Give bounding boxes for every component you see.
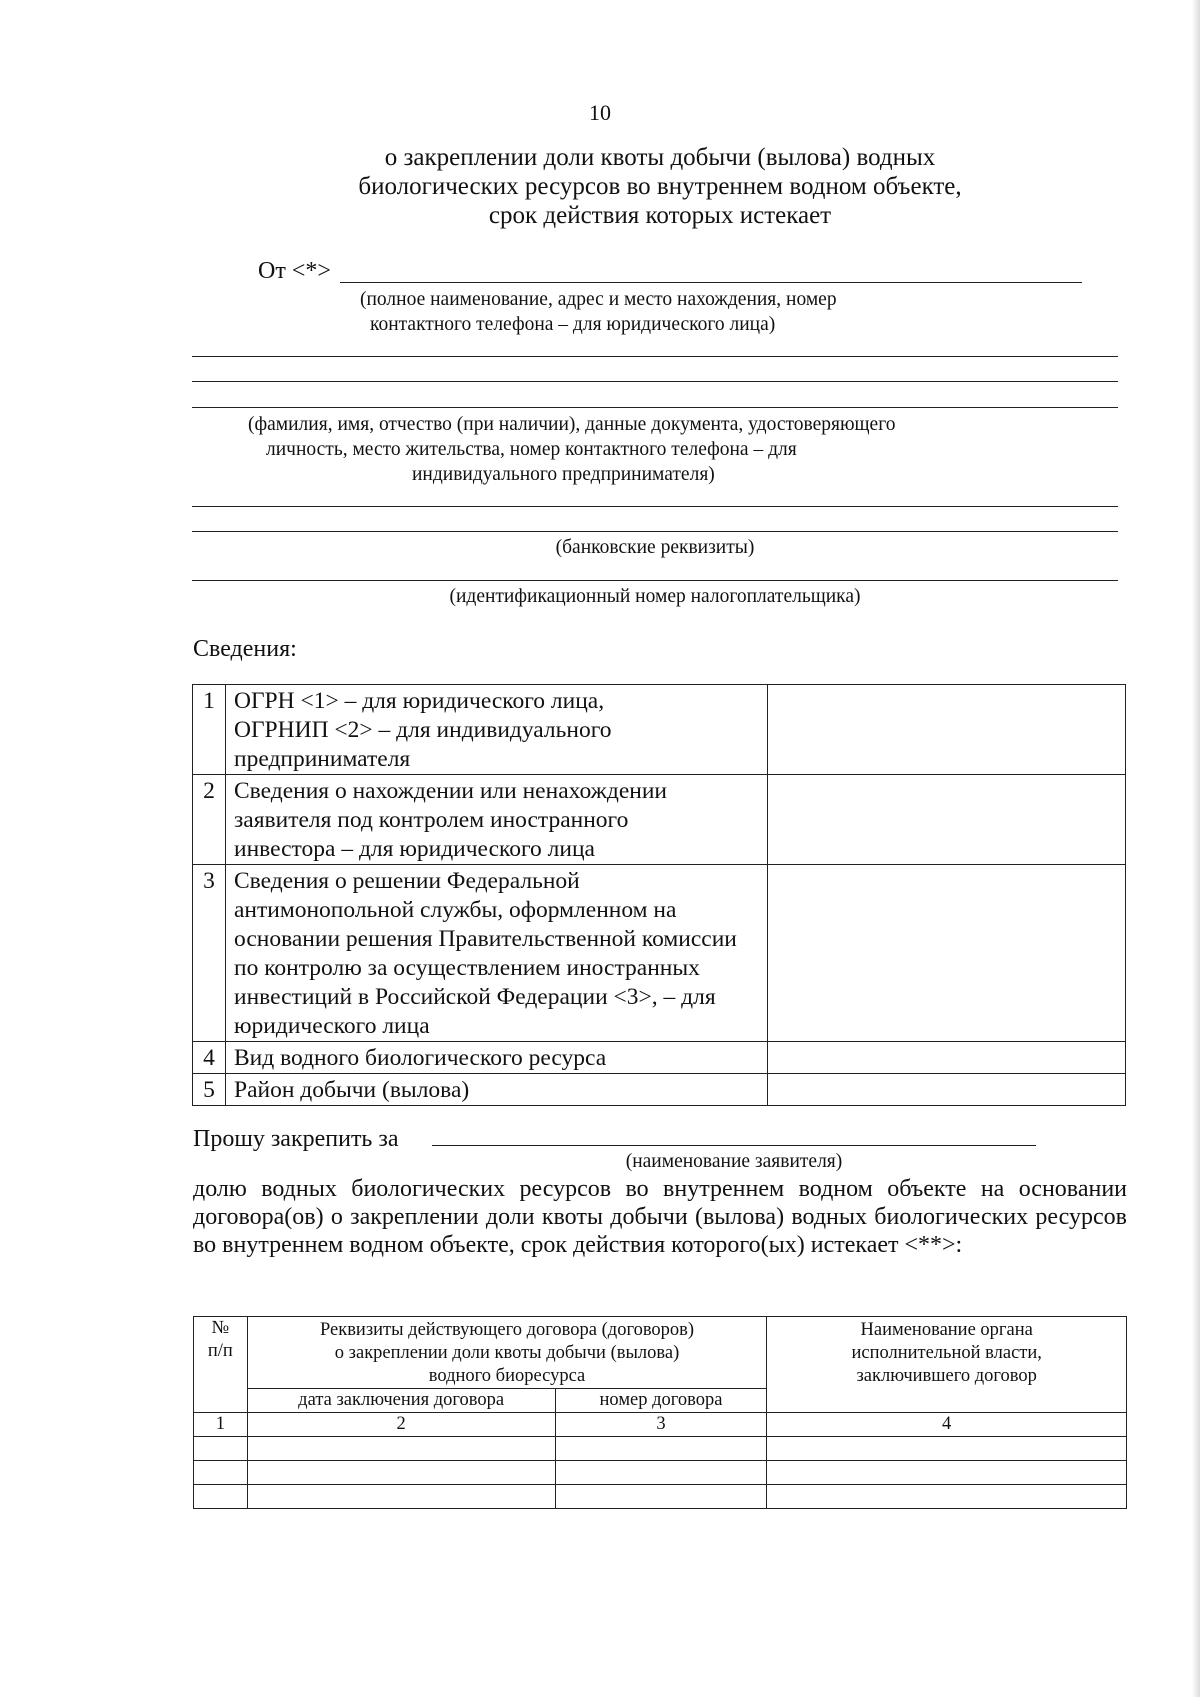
blank-cell[interactable]: [555, 1485, 767, 1509]
blank-cell[interactable]: [247, 1485, 555, 1509]
blank-cell[interactable]: [767, 1437, 1127, 1461]
caption-individual-line1: (фамилия, имя, отчество (при наличии), данные документа, удостоверяющего: [248, 414, 896, 435]
header-line: водного биоресурса: [428, 1366, 586, 1386]
table-row: [194, 1485, 1127, 1509]
blank-cell[interactable]: [194, 1485, 248, 1509]
info-row: [193, 865, 1126, 1042]
info-table: [192, 684, 1126, 1106]
header-line: Наименование органа: [860, 1320, 1033, 1340]
index-cell: 3: [555, 1413, 767, 1437]
info-row-number: 4: [193, 1042, 226, 1074]
info-row-description: [226, 865, 768, 1042]
description-line: ОГРНИП <2> – для индивидуального: [234, 717, 612, 743]
index-cell: 1: [194, 1413, 248, 1437]
index-cell: 2: [247, 1413, 555, 1437]
description-line: юридического лица: [234, 1013, 430, 1039]
bank-fill-line[interactable]: [192, 531, 1118, 532]
info-row-number: 1: [193, 685, 226, 775]
blank-cell[interactable]: [767, 1461, 1127, 1485]
blank-cell[interactable]: [247, 1437, 555, 1461]
info-row-number: 5: [193, 1074, 226, 1106]
individual-fill-line[interactable]: [192, 407, 1118, 408]
title-line: срок действия которых истекает: [488, 202, 832, 229]
header-line: №: [211, 1318, 230, 1338]
col-header-date: дата заключения договора: [247, 1389, 555, 1413]
caption-legal-entity-line1: (полное наименование, адрес и место нахождения, номер: [360, 289, 837, 310]
info-row: [193, 1074, 1126, 1106]
inn-fill-line[interactable]: [192, 580, 1118, 581]
description-line: ОГРН <1> – для юридического лица,: [234, 688, 605, 714]
blank-cell[interactable]: [555, 1461, 767, 1485]
info-row-description: [226, 1042, 768, 1074]
header-line: п/п: [207, 1341, 233, 1361]
request-paragraph: долю водных биологических ресурсов во внутреннем водном объекте на основании договора(ов) о закреплении доли квоты добычи (вылова) водных биологических ресурсов во внутреннем водном объекте, срок действия которого(ых) истекает <**>:: [193, 1176, 1127, 1258]
info-row-value-cell[interactable]: [768, 685, 1126, 775]
page-edge-shadow: [1192, 0, 1200, 1697]
caption-individual-line3: индивидуального предпринимателя): [412, 464, 715, 485]
caption-inn: (идентификационный номер налогоплательщика): [449, 586, 861, 607]
blank-cell[interactable]: [247, 1461, 555, 1485]
title-line: о закреплении доли квоты добычи (вылова) водных: [384, 144, 936, 171]
legal-entity-fill-line[interactable]: [192, 356, 1118, 357]
index-row: [194, 1413, 1127, 1437]
request-label: Прошу закрепить за: [193, 1126, 399, 1152]
description-line: основании решения Правительственной комиссии: [234, 926, 737, 952]
col-header-authority: [767, 1317, 1127, 1413]
from-label: От <*>: [258, 258, 331, 284]
form-title: [250, 143, 1070, 230]
header-line: исполнительной власти,: [851, 1343, 1042, 1363]
description-line: Вид водного биологического ресурса: [234, 1045, 607, 1071]
info-row-description: [226, 685, 768, 775]
description-line: Сведения о нахождении или ненахождении: [234, 778, 667, 804]
description-line: по контролю за осуществлением иностранных: [234, 955, 700, 981]
info-heading: Сведения:: [193, 636, 297, 662]
blank-cell[interactable]: [555, 1437, 767, 1461]
info-row: [193, 1042, 1126, 1074]
applicant-fill-line[interactable]: [432, 1145, 1036, 1146]
blank-cell[interactable]: [194, 1461, 248, 1485]
col-header-number: номер договора: [555, 1389, 767, 1413]
info-row-number: 2: [193, 775, 226, 865]
caption-bank: (банковские реквизиты): [555, 537, 755, 558]
description-line: Район добычи (вылова): [234, 1077, 470, 1103]
description-line: инвестора – для юридического лица: [234, 836, 595, 862]
description-line: предпринимателя: [234, 746, 411, 772]
col-header-requisites: [247, 1317, 767, 1389]
description-line: инвестиций в Российской Федерации <3>, – для: [234, 984, 716, 1010]
blank-cell[interactable]: [194, 1437, 248, 1461]
info-row-description: [226, 1074, 768, 1106]
title-line: биологических ресурсов во внутреннем водном объекте,: [358, 173, 962, 200]
info-row-value-cell[interactable]: [768, 1042, 1126, 1074]
table-row: [194, 1437, 1127, 1461]
info-row-value-cell[interactable]: [768, 1074, 1126, 1106]
header-line: о закреплении доли квоты добычи (вылова): [334, 1343, 680, 1363]
info-row-number: 3: [193, 865, 226, 1042]
individual-fill-line[interactable]: [192, 506, 1118, 507]
info-row-value-cell[interactable]: [768, 775, 1126, 865]
info-row: [193, 775, 1126, 865]
caption-individual-line2: личность, место жительства, номер контактного телефона – для: [266, 439, 797, 460]
description-line: антимонопольной службы, оформленном на: [234, 897, 677, 923]
caption-applicant: (наименование заявителя): [625, 1151, 843, 1172]
info-row: [193, 685, 1126, 775]
description-line: заявителя под контролем иностранного: [234, 807, 629, 833]
col-header-num: [194, 1317, 248, 1413]
caption-legal-entity-line2: контактного телефона – для юридического лица): [370, 314, 776, 335]
table-row: [194, 1461, 1127, 1485]
from-fill-line[interactable]: [340, 282, 1082, 283]
contracts-table: [193, 1316, 1127, 1509]
info-row-value-cell[interactable]: [768, 865, 1126, 1042]
page-number: 10: [589, 100, 611, 125]
index-cell: 4: [767, 1413, 1127, 1437]
info-row-description: [226, 775, 768, 865]
header-line: Реквизиты действующего договора (договоров): [319, 1320, 695, 1340]
header-line: заключившего договор: [856, 1366, 1037, 1386]
legal-entity-fill-line[interactable]: [192, 381, 1118, 382]
blank-cell[interactable]: [767, 1485, 1127, 1509]
description-line: Сведения о решении Федеральной: [234, 868, 580, 894]
